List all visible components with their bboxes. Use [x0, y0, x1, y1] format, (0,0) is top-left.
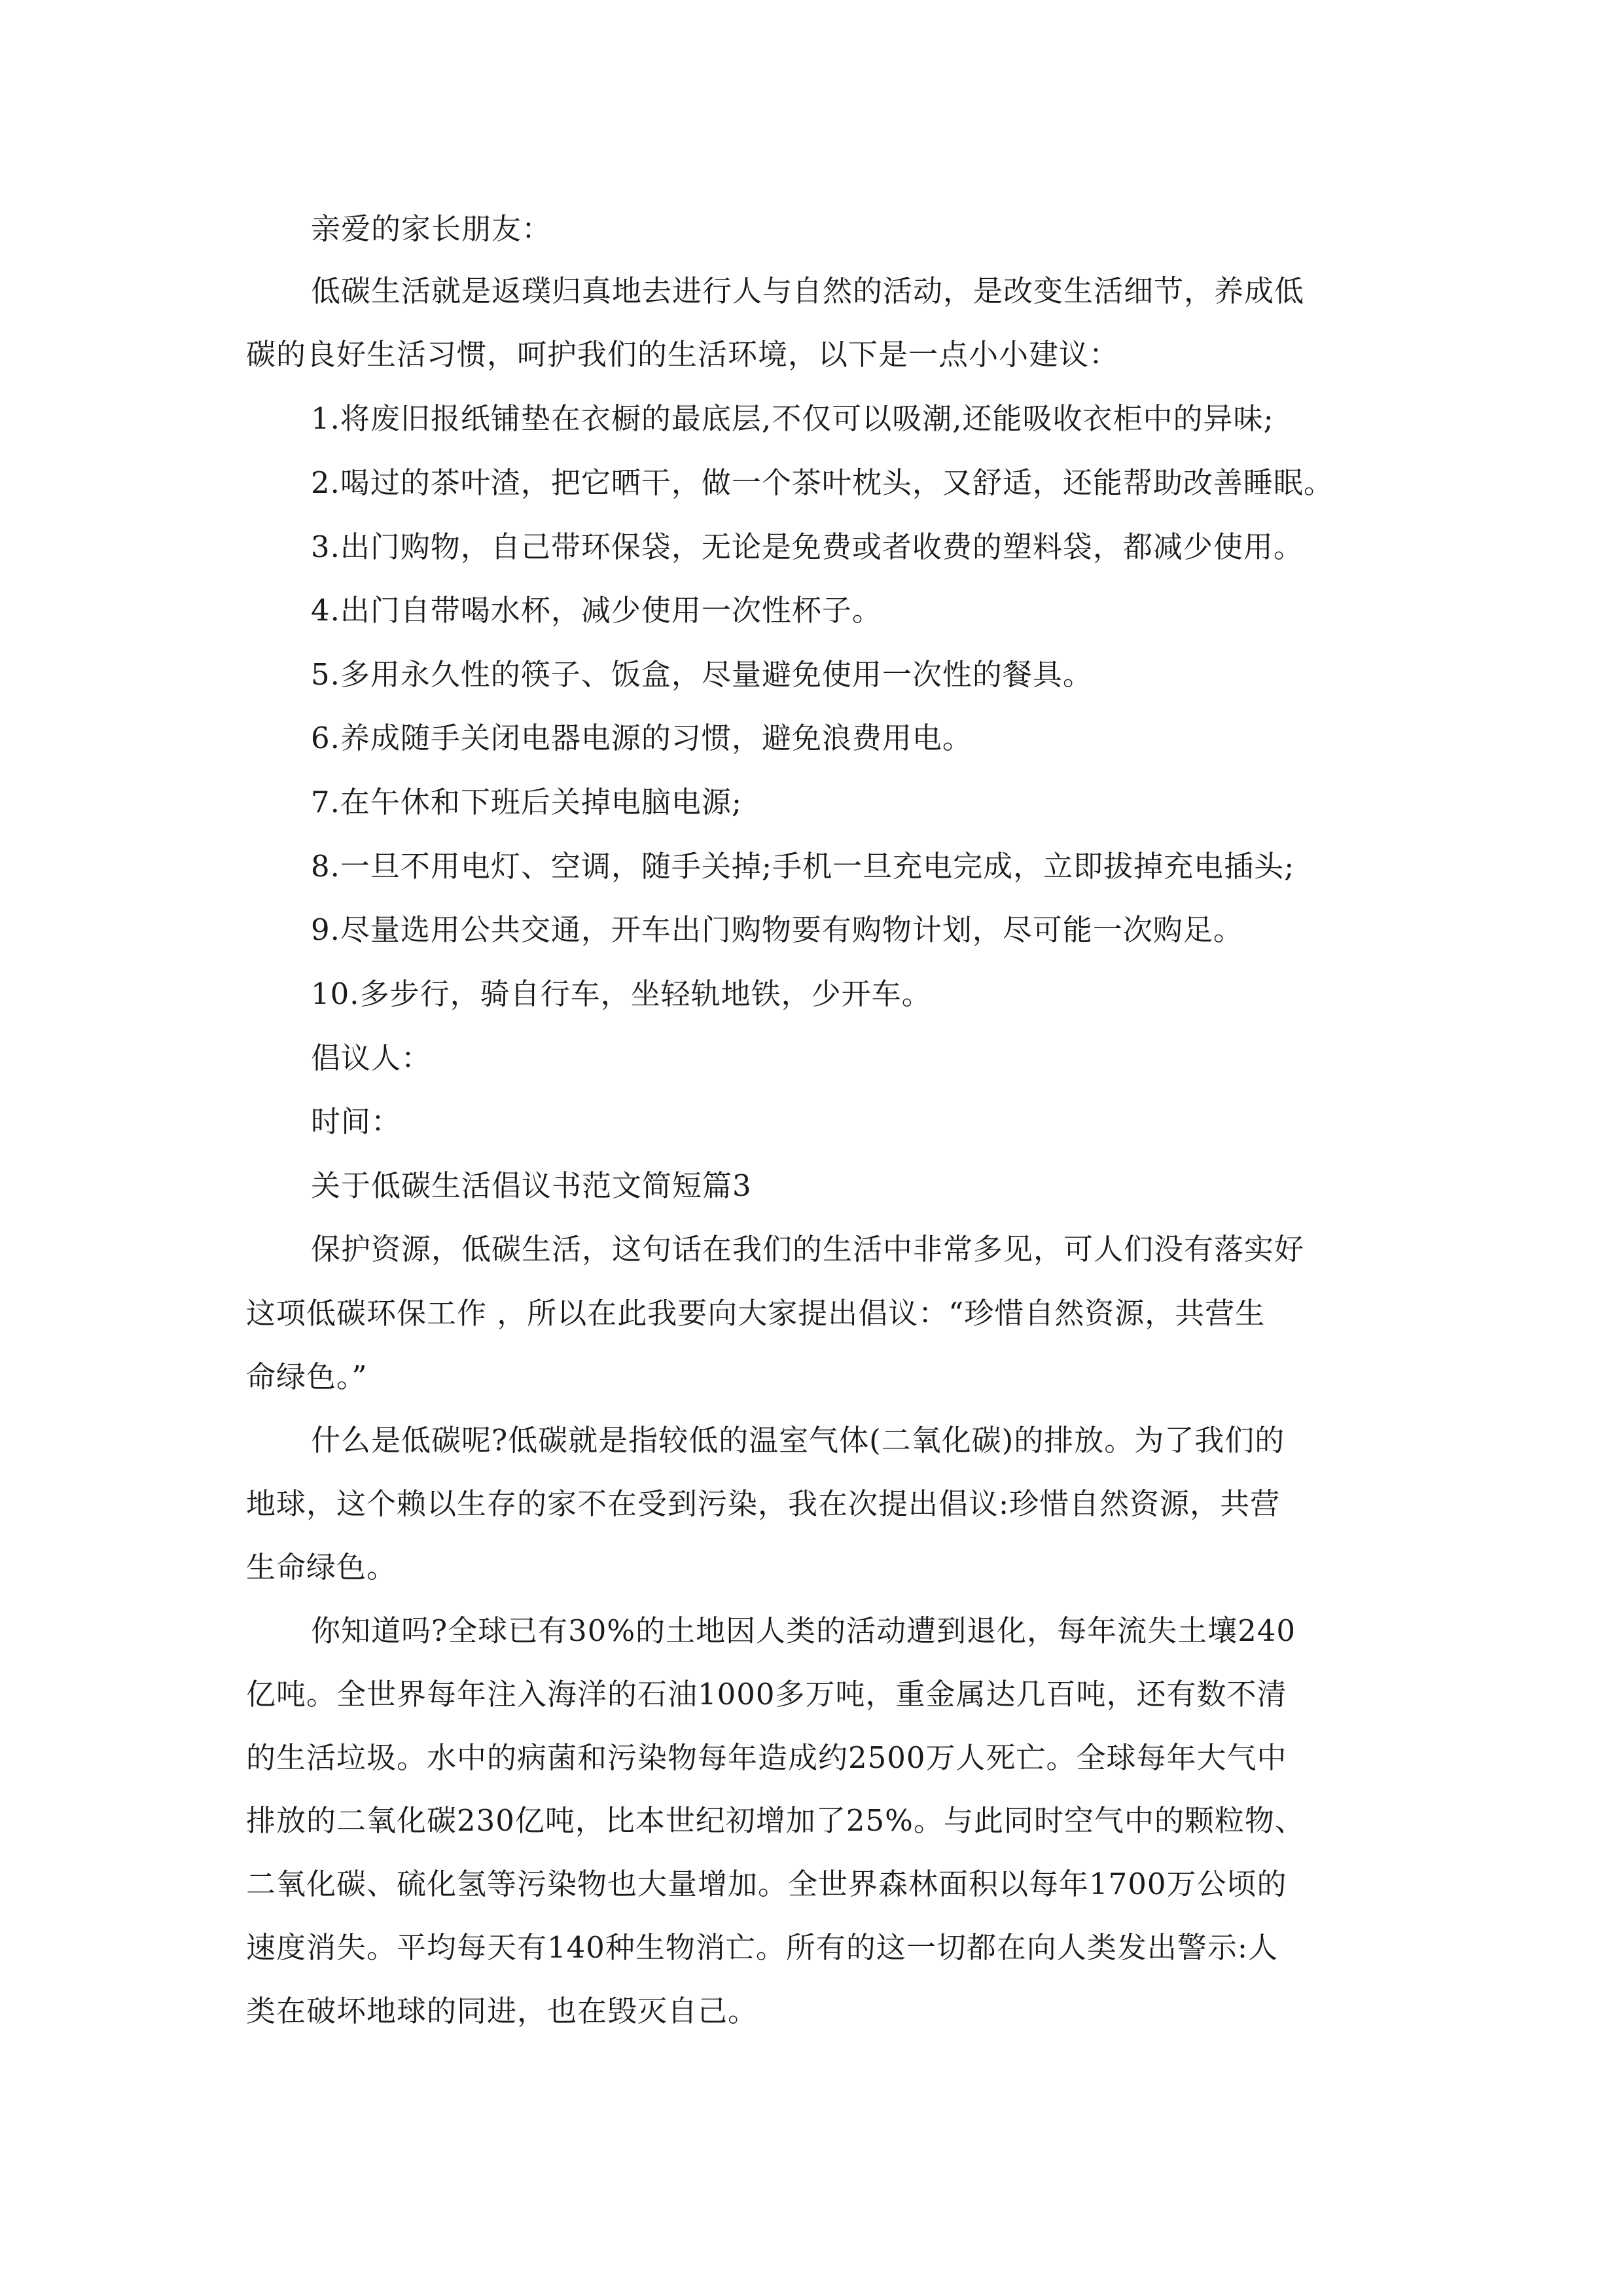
paragraph-3-line-1: 你知道吗?全球已有30%的土地因人类的活动遭到退化，每年流失土壤240	[311, 1613, 1296, 1648]
suggestion-item-8: 8.一旦不用电灯、空调，随手关掉;手机一旦充电完成，立即拔掉充电插头;	[311, 849, 1295, 884]
paragraph-2-line-3: 生命绿色。	[246, 1550, 397, 1585]
section-title: 关于低碳生活倡议书范文简短篇3	[311, 1168, 752, 1203]
intro-line-2: 碳的良好生活习惯，呵护我们的生活环境，以下是一点小小建议：	[246, 337, 1120, 372]
paragraph-2-line-1: 什么是低碳呢?低碳就是指较低的温室气体(二氧化碳)的排放。为了我们的	[311, 1423, 1285, 1458]
time-label: 时间：	[311, 1104, 402, 1139]
initiator-label: 倡议人：	[311, 1041, 432, 1075]
paragraph-1-line-1: 保护资源，低碳生活，这句话在我们的生活中非常多见，可人们没有落实好	[311, 1232, 1305, 1266]
suggestion-item-6: 6.养成随手关闭电器电源的习惯，避免浪费用电。	[311, 721, 972, 755]
paragraph-3-line-3: 的生活垃圾。水中的病菌和污染物每年造成约2500万人死亡。全球每年大气中	[246, 1740, 1287, 1775]
paragraph-1-line-3: 命绿色。”	[246, 1359, 368, 1394]
suggestion-item-5: 5.多用永久性的筷子、饭盒，尽量避免使用一次性的餐具。	[311, 657, 1093, 692]
suggestion-item-2: 2.喝过的茶叶渣，把它晒干，做一个茶叶枕头，又舒适，还能帮助改善睡眠。	[311, 465, 1334, 500]
paragraph-3-line-7: 类在破坏地球的同进，也在毁灭自己。	[246, 1994, 758, 2028]
suggestion-item-10: 10.多步行，骑自行车，坐轻轨地铁，少开车。	[311, 977, 932, 1011]
paragraph-2-line-2: 地球，这个赖以生存的家不在受到污染，我在次提出倡议:珍惜自然资源，共营	[246, 1486, 1281, 1521]
suggestion-item-9: 9.尽量选用公共交通，开车出门购物要有购物计划，尽可能一次购足。	[311, 912, 1243, 947]
salutation: 亲爱的家长朋友：	[311, 211, 552, 246]
paragraph-3-line-6: 速度消失。平均每天有140种生物消亡。所有的这一切都在向人类发出警示:人	[246, 1930, 1279, 1965]
paragraph-1-line-2: 这项低碳环保工作 ，所以在此我要向大家提出倡议：“珍惜自然资源，共营生	[246, 1296, 1266, 1331]
intro-line-1: 低碳生活就是返璞归真地去进行人与自然的活动，是改变生活细节，养成低	[311, 274, 1305, 308]
paragraph-3-line-4: 排放的二氧化碳230亿吨，比本世纪初增加了25%。与此同时空气中的颗粒物、	[246, 1803, 1305, 1838]
paragraph-3-line-5: 二氧化碳、硫化氢等污染物也大量增加。全世界森林面积以每年1700万公顷的	[246, 1867, 1287, 1901]
suggestion-item-3: 3.出门购物，自己带环保袋，无论是免费或者收费的塑料袋，都减少使用。	[311, 529, 1304, 564]
suggestion-item-1: 1.将废旧报纸铺垫在衣橱的最底层,不仅可以吸潮,还能吸收衣柜中的异味;	[311, 401, 1274, 436]
paragraph-3-line-2: 亿吨。全世界每年注入海洋的石油1000多万吨，重金属达几百吨，还有数不清	[246, 1677, 1287, 1712]
suggestion-item-4: 4.出门自带喝水杯，减少使用一次性杯子。	[311, 593, 882, 628]
suggestion-item-7: 7.在午休和下班后关掉电脑电源;	[311, 785, 743, 819]
